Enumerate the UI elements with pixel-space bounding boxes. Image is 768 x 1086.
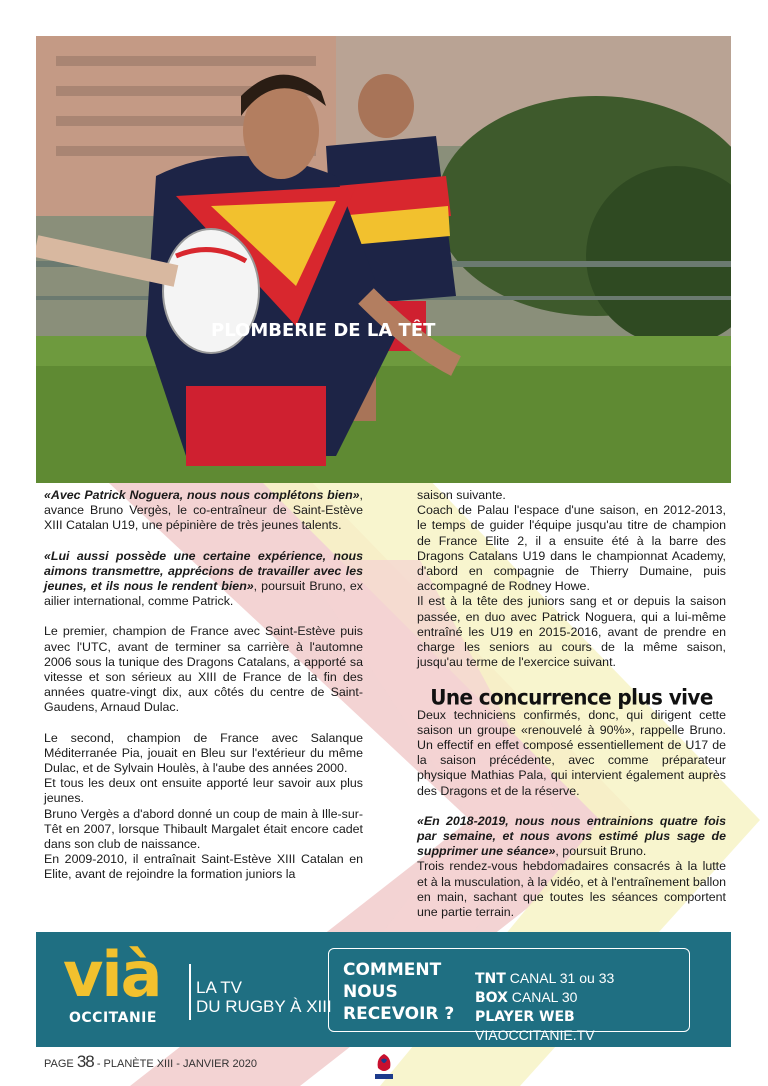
paragraph: En 2009-2010, il entraînait Saint-Estève XIII Catalan en Elite, avant de rejoindre la formation juniors la [44, 852, 363, 882]
page-footer [44, 1052, 257, 1072]
tagline-line: DU RUGBY À XIII [196, 997, 332, 1016]
ffr-xiii-logo [372, 1052, 396, 1082]
banner-divider [189, 964, 191, 1020]
page-label: PAGE [44, 1058, 74, 1070]
tagline-line: LA TV [196, 978, 242, 997]
paragraph: Bruno Vergès a d'abord donné un coup de main à Ille-sur-Têt en 2007, lorsque Thibault Margalet était encore cadet dans son club de naissance. [44, 806, 363, 852]
article-right-column [417, 488, 726, 920]
via-occitanie-logo [63, 938, 193, 1032]
paragraph: Le second, champion de France avec Salanque Méditerranée Pia, jouait en Bleu sur l'extérieur du même Dulac, et de Sylvain Houlès, à l'aube des années 2000. [44, 730, 363, 776]
channel-value: CANAL 31 ou 33 [509, 970, 615, 986]
paragraph: Trois rendez-vous hebdomadaires consacrés à la lutte et à la musculation, à la vidéo, et à l'entraînement ballon en main, sachant que toutes les séances comportent une partie terrain. [417, 859, 726, 920]
via-logo-word: vià [63, 938, 161, 1011]
paragraph [44, 488, 363, 534]
paragraph [417, 814, 726, 860]
reception-title-line: COMMENT [343, 960, 442, 980]
reception-title-line: RECEVOIR ? [343, 1004, 455, 1024]
article-left-column [44, 488, 363, 883]
channel-value: CANAL 30 [511, 989, 578, 1005]
via-logo-subtitle: OCCITANIE [69, 1010, 157, 1026]
channel-value[interactable]: VIAOCCITANIE.TV [475, 1027, 595, 1043]
publication-info: - PLANÈTE XIII - JANVIER 2020 [96, 1058, 257, 1070]
paragraph-text: , avance Bruno Vergès, le co-entraîneur de Saint-Estève XIII Catalan U19, une pépinière de très jeunes talents. [44, 488, 363, 533]
paragraph: Deux techniciens confirmés, donc, qui dirigent cette saison un groupe «renouvelé à 90%», rappelle Bruno. Un effectif en effet composé essentiellement de U17 de la saison précédente, avec comme préparateur physique Mathias Pala, qui intervient également auprès des Dragons et de la réserve. [417, 707, 726, 798]
quote: «Avec Patrick Noguera, nous nous complétons bien» [44, 488, 360, 502]
quote: «En 2018-2019, nous nous entrainions quatre fois par semaine, et nous avons estimé plus sage de supprimer une séance» [417, 813, 726, 859]
reception-info-box [328, 948, 690, 1043]
channel-label: TNT [475, 971, 506, 987]
channel-web [475, 1007, 689, 1044]
rugby-player-photo [36, 36, 731, 483]
paragraph: Et tous les deux ont ensuite apporté leur savoir aux plus jeunes. [44, 776, 363, 806]
channel-label: BOX [475, 990, 508, 1006]
reception-title [343, 959, 454, 1025]
reception-title-line: NOUS [343, 982, 398, 1002]
quote: «Lui aussi possède une certaine expérience, nous aimons transmettre, apprécions de travailler avec les jeunes, et ils nous le rendent bien» [44, 548, 363, 594]
paragraph: saison suivante. [417, 488, 506, 502]
reception-channel-list [475, 969, 689, 1044]
paragraph-text: , poursuit Bruno. [555, 844, 647, 859]
channel-box [475, 988, 689, 1007]
paragraph [44, 549, 363, 610]
paragraph: Coach de Palau l'espace d'une saison, en 2012-2013, le temps de guider l'équipe jusqu'au titre de champion de France Elite 2, il a ensuite été à la barre des Dragons Catalans U19 dans le championnat Academy, d'abord en compagnie de Thierry Dumaine, puis accompagné de Rodney Howe. [417, 503, 726, 594]
banner-tagline [196, 978, 332, 1016]
paragraph: Le premier, champion de France avec Saint-Estève puis avec l'UTC, avant de terminer sa carrière à l'automne 2006 sous la tunique des Dragons Catalans, a apporté sa vitesse et son sérieux au XIII de France de la fin des années quatre-vingt dix, aux côtés du centre de Saint-Gaudens, Arnaud Dulac. [44, 624, 363, 715]
channel-label: PLAYER WEB [475, 1009, 575, 1025]
page-number: 38 [76, 1052, 94, 1071]
via-occitanie-banner[interactable] [36, 932, 731, 1047]
channel-tnt [475, 969, 689, 988]
svg-text:PLOMBERIE DE LA TÊT: PLOMBERIE DE LA TÊT [211, 320, 436, 341]
section-heading: Une concurrence plus vive [430, 684, 713, 711]
paragraph: Il est à la tête des juniors sang et or depuis la saison passée, en duo avec Patrick Noguera, qui a lui-même entraîné les U19 en 2015-2016, avant de prendre en charge les seniors au cours de la même saison, jusqu'au terme de l'exercice suivant. [417, 594, 726, 670]
paragraph-text: , poursuit Bruno, ex ailier international, comme Patrick. [44, 579, 363, 609]
